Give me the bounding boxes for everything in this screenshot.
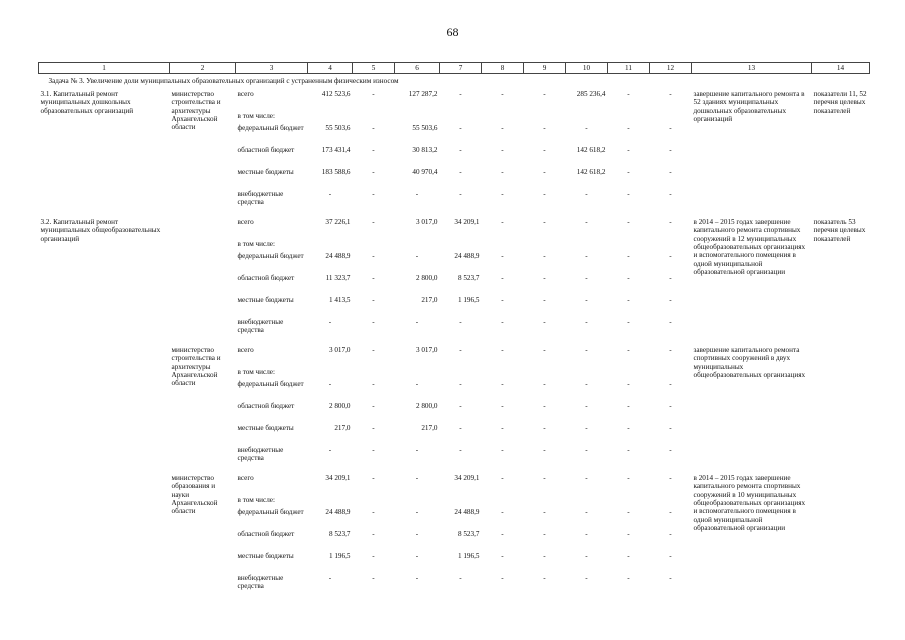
amount-c5: - [372, 445, 375, 454]
amount-c6: 217,0 [421, 423, 438, 432]
funding-source: в том числе: [237, 239, 275, 248]
amount-c11: - [627, 217, 630, 226]
funding-source: всего [237, 473, 254, 482]
amount-c8: - [501, 507, 504, 516]
amount-c10: 142 618,2 [576, 145, 606, 154]
amount-c9: - [543, 401, 546, 410]
funding-source: местные бюджеты [237, 423, 294, 432]
funding-source: местные бюджеты [237, 551, 294, 560]
amount-c7: 24 488,9 [454, 507, 480, 516]
amount-c7: 34 209,1 [454, 473, 480, 482]
amount-c4: 24 488,9 [325, 507, 351, 516]
amount-c9: - [543, 551, 546, 560]
amount-c11: - [627, 551, 630, 560]
amount-c11: - [627, 167, 630, 176]
amount-c9: - [543, 529, 546, 538]
target-indicator: показатели 11, 52 перечня целевых показателей [813, 89, 867, 115]
amount-c10: - [585, 573, 588, 582]
amount-c11: - [627, 507, 630, 516]
funding-source: федеральный бюджет [237, 507, 304, 516]
amount-c12: - [669, 473, 672, 482]
amount-c9: - [543, 345, 546, 354]
amount-c7: - [459, 167, 462, 176]
amount-c5: - [372, 89, 375, 98]
amount-c6: 30 813,2 [412, 145, 438, 154]
funding-source: внебюджетные средства [237, 189, 284, 207]
amount-c9: - [543, 573, 546, 582]
amount-c8: - [501, 217, 504, 226]
amount-c9: - [543, 445, 546, 454]
amount-c12: - [669, 379, 672, 388]
task-row [39, 74, 870, 90]
amount-c5: - [372, 317, 375, 326]
amount-c6: 2 800,0 [415, 401, 438, 410]
column-number: 3 [236, 63, 308, 74]
amount-c10: - [585, 295, 588, 304]
expected-result: в 2014 – 2015 годах завершение капитального ремонта спортивных сооружений в 10 муниципальных общеобразовательных организациях и вспомогательного помещения в одной муниципальной образовательной организации [693, 473, 806, 533]
amount-c11: - [627, 123, 630, 132]
funding-source: внебюджетные средства [237, 445, 284, 463]
amount-c10: - [585, 379, 588, 388]
activity-name [39, 346, 170, 468]
amount-c4: 34 209,1 [325, 473, 351, 482]
amount-c12: - [669, 401, 672, 410]
amount-c12: - [669, 89, 672, 98]
page-number: 68 [446, 25, 459, 39]
amount-c9: - [543, 507, 546, 516]
amount-c5: - [372, 123, 375, 132]
amount-c11: - [627, 473, 630, 482]
amount-c10: - [585, 473, 588, 482]
activity-name: 3.2. Капитальный ремонт муниципальных общеобразовательных организаций [40, 217, 161, 243]
amount-c5: - [372, 379, 375, 388]
amount-c8: - [501, 145, 504, 154]
amount-c12: - [669, 145, 672, 154]
amount-c6: 127 287,2 [408, 89, 438, 98]
amount-c8: - [501, 345, 504, 354]
amount-c7: - [459, 189, 462, 198]
amount-c7: - [459, 89, 462, 98]
amount-c11: - [627, 401, 630, 410]
amount-c7: - [459, 145, 462, 154]
amount-c6: 40 970,4 [412, 167, 438, 176]
amount-c9: - [543, 273, 546, 282]
amount-c4: 11 323,7 [325, 273, 351, 282]
amount-c5: - [372, 145, 375, 154]
amount-c10: - [585, 529, 588, 538]
column-number: 11 [608, 63, 650, 74]
column-number: 7 [440, 63, 482, 74]
amount-c4: 412 523,6 [321, 89, 351, 98]
amount-c11: - [627, 273, 630, 282]
amount-c9: - [543, 89, 546, 98]
column-number: 9 [524, 63, 566, 74]
amount-c9: - [543, 145, 546, 154]
amount-c6: - [415, 529, 419, 538]
amount-c5: - [372, 507, 375, 516]
amount-c10: - [585, 551, 588, 560]
funding-source: местные бюджеты [237, 167, 294, 176]
amount-c10: - [585, 507, 588, 516]
amount-c6: - [415, 251, 419, 260]
funding-source: всего [237, 217, 254, 226]
amount-c10: - [585, 401, 588, 410]
amount-c6: - [415, 551, 419, 560]
amount-c8: - [501, 379, 504, 388]
amount-c12: - [669, 345, 672, 354]
amount-c7: 24 488,9 [454, 251, 480, 260]
amount-c6: - [415, 507, 419, 516]
amount-c6: - [415, 473, 419, 482]
amount-c12: - [669, 529, 672, 538]
table-row [39, 474, 870, 496]
amount-c5: - [372, 217, 375, 226]
amount-c5: - [372, 167, 375, 176]
amount-c4: 1 196,5 [328, 551, 351, 560]
expected-result: завершение капитального ремонта в 52 зданиях муниципальных дошкольных образовательных организаций [693, 89, 805, 124]
amount-c8: - [501, 251, 504, 260]
amount-c4: - [328, 317, 332, 326]
amount-c5: - [372, 573, 375, 582]
amount-c10: 285 236,4 [576, 89, 606, 98]
amount-c11: - [627, 317, 630, 326]
amount-c8: - [501, 445, 504, 454]
funding-source: областной бюджет [237, 145, 295, 154]
column-number: 8 [482, 63, 524, 74]
amount-c4: 1 413,5 [328, 295, 351, 304]
amount-c6: 217,0 [421, 295, 438, 304]
amount-c12: - [669, 167, 672, 176]
amount-c12: - [669, 251, 672, 260]
expected-result: завершение капитального ремонта спортивных сооружений в двух муниципальных общеобразовательных организациях [693, 345, 806, 380]
amount-c11: - [627, 145, 630, 154]
funding-source: внебюджетные средства [237, 317, 284, 335]
amount-c5: - [372, 295, 375, 304]
amount-c12: - [669, 217, 672, 226]
amount-c7: - [459, 445, 462, 454]
amount-c7: - [459, 573, 462, 582]
target-indicator [812, 474, 870, 596]
funding-source: всего [237, 345, 254, 354]
amount-c9: - [543, 217, 546, 226]
amount-c7: - [459, 423, 462, 432]
funding-source: областной бюджет [237, 529, 295, 538]
amount-c4: 55 503,6 [325, 123, 351, 132]
amount-c7: 34 209,1 [454, 217, 480, 226]
amount-c12: - [669, 317, 672, 326]
column-number-row [39, 63, 870, 74]
amount-c8: - [501, 473, 504, 482]
amount-c9: - [543, 251, 546, 260]
amount-c5: - [372, 551, 375, 560]
amount-c10: - [585, 423, 588, 432]
target-indicator [812, 346, 870, 468]
amount-c7: - [459, 345, 462, 354]
budget-table [38, 62, 870, 602]
amount-c11: - [627, 295, 630, 304]
amount-c5: - [372, 189, 375, 198]
funding-source: федеральный бюджет [237, 251, 304, 260]
amount-c8: - [501, 89, 504, 98]
target-indicator: показатель 53 перечня целевых показателей [813, 217, 866, 243]
amount-c4: 8 523,7 [328, 529, 351, 538]
amount-c4: 2 800,0 [328, 401, 351, 410]
amount-c4: - [328, 445, 332, 454]
activity-name [39, 474, 170, 596]
amount-c4: 173 431,4 [321, 145, 351, 154]
amount-c10: 142 618,2 [576, 167, 606, 176]
amount-c8: - [501, 167, 504, 176]
amount-c6: - [415, 317, 419, 326]
amount-c4: 24 488,9 [325, 251, 351, 260]
amount-c11: - [627, 251, 630, 260]
amount-c4: - [328, 379, 332, 388]
column-number: 2 [170, 63, 236, 74]
amount-c6: 55 503,6 [412, 123, 438, 132]
column-number: 5 [353, 63, 395, 74]
amount-c8: - [501, 189, 504, 198]
funding-source: внебюджетные средства [237, 573, 284, 591]
amount-c11: - [627, 529, 630, 538]
amount-c8: - [501, 273, 504, 282]
amount-c12: - [669, 573, 672, 582]
amount-c6: 3 017,0 [415, 217, 438, 226]
amount-c12: - [669, 507, 672, 516]
column-number: 6 [395, 63, 440, 74]
amount-c11: - [627, 423, 630, 432]
amount-c12: - [669, 423, 672, 432]
funding-source: в том числе: [237, 111, 275, 120]
amount-c9: - [543, 123, 546, 132]
amount-c7: - [459, 317, 462, 326]
amount-c11: - [627, 573, 630, 582]
amount-c6: - [415, 445, 419, 454]
column-number: 4 [308, 63, 353, 74]
amount-c12: - [669, 123, 672, 132]
amount-c7: 8 523,7 [457, 273, 480, 282]
amount-c6: 2 800,0 [415, 273, 438, 282]
funding-source: в том числе: [237, 367, 275, 376]
amount-c8: - [501, 551, 504, 560]
amount-c10: - [585, 217, 588, 226]
amount-c8: - [501, 423, 504, 432]
column-number: 13 [692, 63, 812, 74]
spacer-cell [39, 596, 870, 602]
amount-c11: - [627, 345, 630, 354]
executor-name [170, 218, 236, 340]
amount-c5: - [372, 423, 375, 432]
amount-c7: - [459, 123, 462, 132]
amount-c11: - [627, 379, 630, 388]
column-number: 12 [650, 63, 692, 74]
amount-c10: - [585, 273, 588, 282]
column-number: 14 [812, 63, 870, 74]
amount-c4: 3 017,0 [328, 345, 351, 354]
amount-c11: - [627, 89, 630, 98]
amount-c9: - [543, 317, 546, 326]
funding-source: областной бюджет [237, 273, 295, 282]
amount-c8: - [501, 401, 504, 410]
amount-c10: - [585, 345, 588, 354]
executor-name: министерство строительства и архитектуры Архангельской области [171, 345, 221, 388]
executor-name: министерство образования и науки Архангельской области [171, 473, 218, 516]
amount-c5: - [372, 529, 375, 538]
table-row [39, 90, 870, 112]
amount-c8: - [501, 123, 504, 132]
amount-c7: - [459, 379, 462, 388]
amount-c6: - [415, 379, 419, 388]
amount-c4: 37 226,1 [325, 217, 351, 226]
amount-c6: - [415, 189, 419, 198]
funding-source: федеральный бюджет [237, 123, 304, 132]
amount-c4: - [328, 189, 332, 198]
amount-c8: - [501, 317, 504, 326]
amount-c9: - [543, 379, 546, 388]
amount-c6: 3 017,0 [415, 345, 438, 354]
funding-source: всего [237, 89, 254, 98]
amount-c10: - [585, 317, 588, 326]
column-number: 1 [39, 63, 170, 74]
table-row [39, 218, 870, 240]
activity-name: 3.1. Капитальный ремонт муниципальных дошкольных образовательных организаций [40, 89, 134, 115]
amount-c12: - [669, 445, 672, 454]
amount-c4: 217,0 [334, 423, 351, 432]
amount-c9: - [543, 473, 546, 482]
amount-c10: - [585, 445, 588, 454]
expected-result: в 2014 – 2015 годах завершение капитального ремонта спортивных сооружений в 12 муниципальных общеобразовательных организациях и вспомогательного помещения в одной муниципальной образовательной организации [693, 217, 806, 277]
amount-c12: - [669, 295, 672, 304]
amount-c4: 183 588,6 [321, 167, 351, 176]
amount-c7: 1 196,5 [457, 295, 480, 304]
amount-c10: - [585, 123, 588, 132]
funding-source: местные бюджеты [237, 295, 294, 304]
amount-c7: 1 196,5 [457, 551, 480, 560]
amount-c5: - [372, 401, 375, 410]
task-title: Задача № 3. Увеличение доли муниципальных образовательных организаций с устраненным физическим износом [48, 77, 399, 86]
amount-c9: - [543, 167, 546, 176]
funding-source: в том числе: [237, 495, 275, 504]
amount-c7: 8 523,7 [457, 529, 480, 538]
funding-source: областной бюджет [237, 401, 295, 410]
amount-c9: - [543, 189, 546, 198]
block-spacer [39, 596, 870, 602]
column-number: 10 [566, 63, 608, 74]
amount-c8: - [501, 529, 504, 538]
executor-name: министерство строительства и архитектуры Архангельской области [171, 89, 221, 132]
amount-c12: - [669, 189, 672, 198]
amount-c9: - [543, 295, 546, 304]
amount-c5: - [372, 345, 375, 354]
amount-c10: - [585, 251, 588, 260]
amount-c5: - [372, 273, 375, 282]
funding-source: федеральный бюджет [237, 379, 304, 388]
amount-c11: - [627, 189, 630, 198]
amount-c8: - [501, 573, 504, 582]
amount-c8: - [501, 295, 504, 304]
amount-c10: - [585, 189, 588, 198]
amount-c7: - [459, 401, 462, 410]
table-body [39, 63, 870, 602]
amount-c12: - [669, 551, 672, 560]
amount-c11: - [627, 445, 630, 454]
amount-c9: - [543, 423, 546, 432]
amount-c5: - [372, 251, 375, 260]
amount-c5: - [372, 473, 375, 482]
amount-c4: - [328, 573, 332, 582]
amount-c6: - [415, 573, 419, 582]
amount-c12: - [669, 273, 672, 282]
table-row [39, 346, 870, 368]
